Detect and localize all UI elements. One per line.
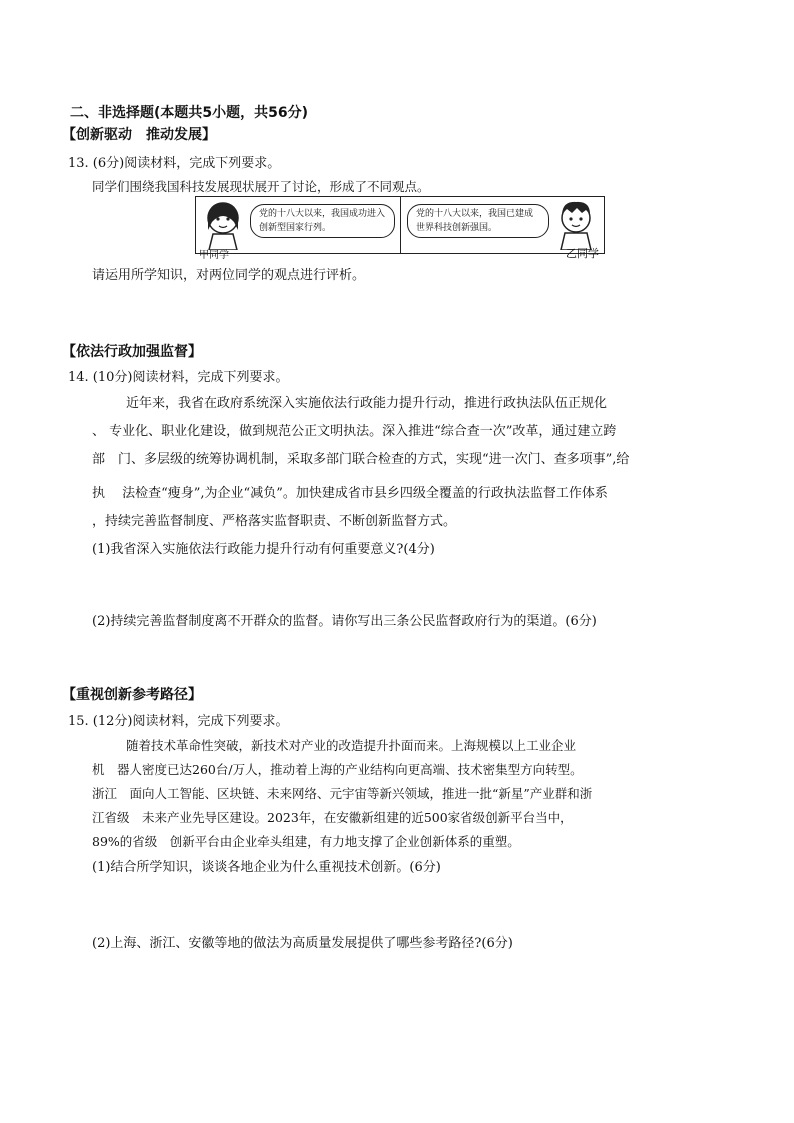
q13-intro: 同学们围绕我国科技发展现状展开了讨论，形成了不同观点。 [92,179,430,194]
q13-task: 请运用所学知识，对两位同学的观点进行评析。 [92,268,366,283]
q15-line-1: 随着技术革命性突破，新技术对产业的改造提升扑面而来。上海规模以上工业企业 [126,738,577,753]
q14-line-5: ，持续完善监督制度、严格落实监督职责、不断创新监督方式。 [92,514,457,529]
girl-figure-icon [201,200,245,250]
q15-sub-1: (1)结合所学知识，谈谈各地企业为什么重视技术创新。(6分) [92,860,441,875]
q14-line-1: 近年来，我省在政府系统深入实施依法行政能力提升行动，推进行政执法队伍正规化 [126,396,608,411]
q13-cartoon [195,196,605,261]
right-speech-bubble: 党的十八大以来，我国已建成世界科技创新强国。 [407,204,549,238]
q15-sub-2: (2)上海、浙江、安徽等地的做法为高质量发展提供了哪些参考路径?(6分) [92,936,513,951]
q14-sub-2: (2)持续完善监督制度离不开群众的监督。请你写出三条公民监督政府行为的渠道。(6分) [92,614,597,629]
q15-line-3: 浙江 面向人工智能、区块链、未来网络、元宇宙等新兴领域，推进一批“新星”产业群和浙 [92,786,593,801]
q14-line-4: 执 法检查“瘦身”,为企业“减负”。加快建成省市县乡四级全覆盖的行政执法监督工作体系 [92,486,608,501]
q15-stem: 15. (12分)阅读材料，完成下列要求。 [68,714,289,729]
left-speech-bubble: 党的十八大以来，我国成功进入创新型国家行列。 [250,204,395,238]
q13-header: 【创新驱动 推动发展】 [62,127,216,143]
q14-sub-1: (1)我省深入实施依法行政能力提升行动有何重要意义?(4分) [92,542,435,557]
q14-line-3: 部 门、多层级的统筹协调机制，采取多部门联合检查的方式，实现“进一次门、查多项事”,给 [92,452,630,467]
q15-line-5: 89%的省级 创新平台由企业牵头组建，有力地支撑了企业创新体系的重塑。 [92,834,520,849]
left-name: 甲同学 [199,250,229,261]
section-title: 二、非选择题(本题共5小题，共56分) [70,105,309,121]
boy-figure-icon [553,200,599,250]
q14-stem: 14. (10分)阅读材料，完成下列要求。 [68,370,289,385]
q15-line-4: 江省级 未来产业先导区建设。2023年，在安徽新组建的近500家省级创新平台当中， [92,810,573,825]
q13-stem: 13. (6分)阅读材料，完成下列要求。 [68,156,281,171]
right-name: 乙同学 [566,247,599,260]
q15-header: 【重视创新参考路径】 [62,687,202,703]
q14-header: 【依法行政加强监督】 [62,344,202,360]
q14-line-2: 、 专业化、职业化建设，做到规范公正文明执法。深入推进“综合查一次”改革，通过建立跨 [92,424,617,439]
q15-line-2: 机 器人密度已达260台/万人，推动着上海的产业结构向更高端、技术密集型方向转型。 [92,762,583,777]
